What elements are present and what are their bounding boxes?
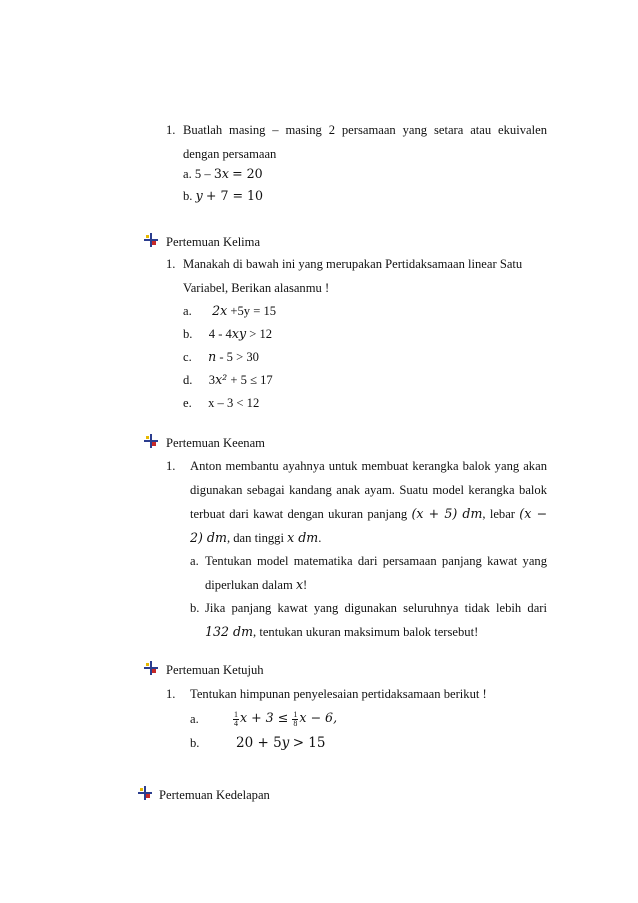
keenam-a-line2: [205, 577, 307, 593]
keenam-b-label: b.: [190, 601, 200, 615]
keenam-number: 1.: [166, 459, 176, 473]
expr-part: > 12: [249, 327, 273, 341]
fraction: [292, 711, 298, 728]
option-label: a.: [183, 167, 192, 181]
keenam-line3: [190, 506, 547, 522]
fraction-numerator: 1: [293, 709, 298, 719]
expr-var: x: [221, 166, 229, 181]
expr-var: x: [295, 577, 304, 592]
text-part: , dan tinggi: [226, 531, 284, 545]
q1-number: 1.: [166, 123, 176, 137]
expr-part: x – 3 < 12: [208, 396, 260, 410]
keenam-a-label: a.: [190, 554, 199, 568]
kelima-option-a: [183, 303, 276, 319]
expr-length: 132 dm: [205, 624, 254, 639]
expr-part: 5 –: [194, 167, 211, 181]
kelima-line1: Manakah di bawah ini yang merupakan Pertidaksamaan linear Satu: [183, 257, 523, 271]
option-label: d.: [183, 373, 193, 387]
keenam-line1: Anton membantu ayahnya untuk membuat kerangka balok yang akan: [190, 459, 547, 473]
expr-var: y: [281, 735, 290, 751]
ketujuh-a-expr: [232, 707, 337, 729]
q1-line1: Buatlah masing – masing 2 persamaan yang setara atau ekuivalen: [183, 123, 547, 137]
option-label: b.: [183, 327, 193, 341]
expr-part: 3: [213, 166, 222, 181]
q1-option-a: [183, 166, 263, 182]
expr-height: x dm: [287, 530, 319, 545]
expr-part: +5y = 15: [230, 304, 277, 318]
expr-var: n: [208, 349, 217, 364]
fraction-numerator: 1: [234, 709, 238, 719]
text-part: terbuat dari kawat dengan ukuran panjang: [190, 507, 408, 521]
bullet-icon: [144, 434, 158, 448]
expr-part: 3: [208, 373, 216, 387]
q1-line2: dengan persamaan: [183, 147, 277, 161]
keenam-line2: digunakan sebagai kandang anak ayam. Suatu model kerangka balok: [190, 483, 547, 497]
bullet-icon: [144, 661, 158, 675]
expr-var: x²: [215, 372, 228, 387]
text-part: , tentukan ukuran maksimum balok tersebut!: [253, 625, 479, 639]
expr-part: + 5 ≤ 17: [230, 373, 273, 387]
heading-kelima: Pertemuan Kelima: [166, 235, 261, 249]
ketujuh-line1: Tentukan himpunan penyelesaian pertidaksamaan berikut !: [190, 687, 487, 701]
expr-length: (x + 5) dm: [411, 506, 483, 521]
expr-var: 2x: [212, 303, 228, 318]
ketujuh-a-label: a.: [190, 712, 199, 726]
q1-option-b: [183, 188, 263, 204]
kelima-option-e: [183, 395, 259, 411]
option-label: b.: [183, 189, 193, 203]
expr-part: - 5 > 30: [219, 350, 259, 364]
heading-keenam: Pertemuan Keenam: [166, 436, 265, 450]
option-label: e.: [183, 396, 192, 410]
kelima-number: 1.: [166, 257, 176, 271]
expr-var: xy: [231, 326, 247, 341]
heading-kedelapan: Pertemuan Kedelapan: [159, 788, 270, 802]
fraction-denominator: 4: [234, 718, 238, 728]
expr-part: 4 - 4: [208, 327, 232, 341]
ketujuh-number: 1.: [166, 687, 176, 701]
expr-part: = 20: [232, 166, 263, 181]
expr-var: y: [195, 188, 203, 203]
expr-part: + 7 = 10: [205, 188, 264, 203]
keenam-b-line1: Jika panjang kawat yang digunakan seluruhnya tidak lebih dari: [205, 601, 547, 615]
ketujuh-b-expr: [236, 735, 325, 751]
text-part: !: [303, 578, 308, 592]
kelima-option-c: [183, 349, 259, 365]
bullet-icon: [144, 233, 158, 247]
fraction: [233, 711, 239, 728]
keenam-a-line1: Tentukan model matematika dari persamaan panjang kawat yang: [205, 554, 547, 568]
option-label: c.: [183, 350, 192, 364]
heading-ketujuh: Pertemuan Ketujuh: [166, 663, 264, 677]
expr-width-start: (x −: [519, 506, 547, 521]
fraction-denominator: 8: [293, 718, 298, 728]
option-label: a.: [183, 304, 192, 318]
keenam-b-line2: [205, 624, 478, 640]
text-part: , lebar: [482, 507, 516, 521]
kelima-line2: Variabel, Berikan alasanmu !: [183, 281, 330, 295]
ketujuh-b-label: b.: [190, 736, 200, 750]
expr-part: > 15: [292, 735, 326, 751]
keenam-line4: [190, 530, 321, 546]
kelima-option-d: [183, 372, 273, 388]
expr-part: x + 3 ≤: [240, 710, 289, 725]
kelima-option-b: [183, 326, 272, 342]
expr-width-end: 2) dm: [190, 530, 227, 545]
text-part: .: [318, 531, 322, 545]
bullet-icon: [138, 786, 152, 800]
expr-part: x − 6,: [299, 710, 338, 725]
expr-part: 20 + 5: [236, 735, 282, 751]
text-part: diperlukan dalam: [205, 578, 293, 592]
